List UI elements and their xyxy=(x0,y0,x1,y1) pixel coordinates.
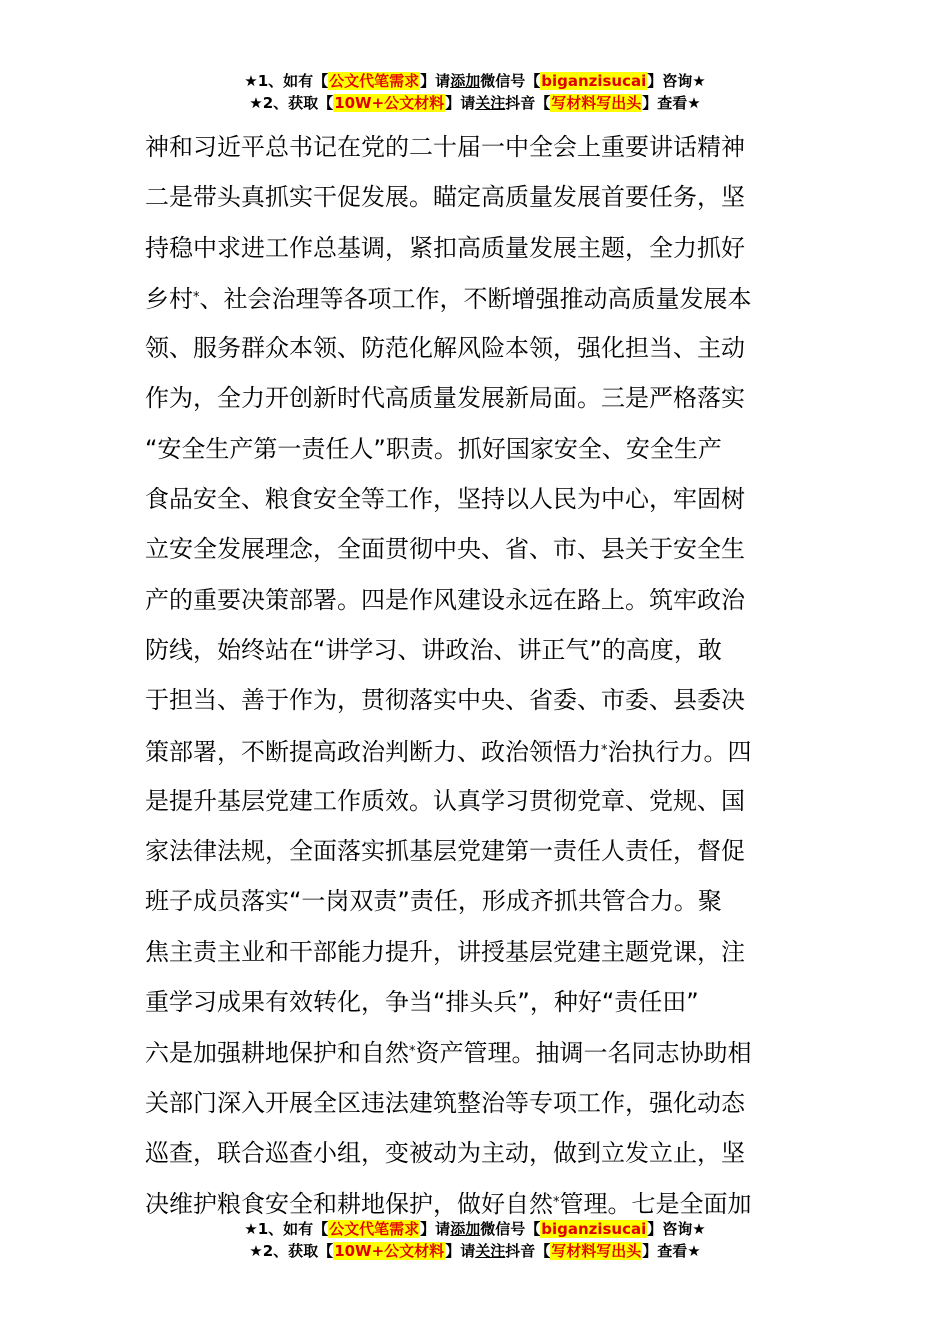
body-line: 产的重要决策部署。四是作风建设永远在路上。筑牢政治 xyxy=(145,585,745,614)
body-segment: 策部署，不断提高政治判断力、政治领悟力 xyxy=(145,737,601,766)
banner-text: 】咨询★ xyxy=(647,72,706,90)
banner-text: ★1、如有【 xyxy=(244,72,329,90)
body-segment: 、社会治理等各项工作，不断增强推动高质量发展本 xyxy=(199,284,752,313)
banner-underlined: 关注 xyxy=(475,94,506,112)
banner-line-1 xyxy=(0,70,950,92)
body-segment: 六是加强耕地保护和自然 xyxy=(145,1039,409,1068)
asterisk-mark: * xyxy=(193,289,200,305)
body-line: 作为，全力开创新时代高质量发展新局面。三是严格落实 xyxy=(145,384,745,413)
body-line: 于担当、善于作为，贯彻落实中央、省委、市委、县委决 xyxy=(145,686,745,715)
body-segment: 乡村 xyxy=(145,284,193,313)
asterisk-mark: * xyxy=(553,1195,560,1211)
banner-highlight: 10W+公文材料 xyxy=(334,94,445,112)
banner-text: ★2、获取【 xyxy=(249,94,334,112)
body-segment: 资产管理。抽调一名同志协助相 xyxy=(415,1039,752,1068)
body-line: 重学习成果有效转化，争当“排头兵”，种好“责任田” xyxy=(145,988,699,1017)
body-line: 食品安全、粮食安全等工作，坚持以人民为中心，牢固树 xyxy=(145,485,745,514)
body-segment: 治执行力。四 xyxy=(607,737,752,766)
body-line: 二是带头真抓实干促发展。瞄定高质量发展首要任务，坚 xyxy=(145,183,745,212)
banner-text: 】请 xyxy=(420,72,451,90)
body-line: 防线，始终站在“讲学习、讲政治、讲正气”的高度，敢 xyxy=(145,635,722,664)
banner-text: 微信号【 xyxy=(480,72,541,90)
banner-line-1 xyxy=(0,1218,950,1240)
header-banner xyxy=(0,70,950,114)
banner-text: ★1、如有【 xyxy=(244,1220,329,1238)
body-line: 焦主责主业和干部能力提升，讲授基层党建主题党课，注 xyxy=(145,937,745,966)
banner-line-2 xyxy=(0,1240,950,1262)
body-segment: 管理。七是全面加 xyxy=(559,1190,752,1219)
banner-highlight: 10W+公文材料 xyxy=(334,1242,445,1260)
body-line: 家法律法规，全面落实抓基层党建第一责任人责任，督促 xyxy=(145,837,745,866)
document-body xyxy=(145,122,817,1229)
banner-wechat-id: biganzisucai xyxy=(541,72,647,90)
banner-highlight: 公文代笔需求 xyxy=(329,72,420,90)
banner-text: 】请 xyxy=(445,94,476,112)
banner-underlined: 关注 xyxy=(475,1242,506,1260)
body-line xyxy=(145,273,817,323)
body-line: “安全生产第一责任人”职责。抓好国家安全、安全生产 xyxy=(145,434,722,463)
banner-text: 】请 xyxy=(420,1220,451,1238)
body-line: 神和习近平总书记在党的二十届一中全会上重要讲话精神 xyxy=(145,133,745,161)
banner-douyin-name: 写材料写出头 xyxy=(551,1242,642,1260)
banner-text: 】查看★ xyxy=(642,1242,701,1260)
banner-wechat-id: biganzisucai xyxy=(541,1220,647,1238)
banner-text: 】请 xyxy=(445,1242,476,1260)
footer-banner xyxy=(0,1218,950,1262)
banner-text: 抖音【 xyxy=(505,94,551,112)
banner-line-2 xyxy=(0,92,950,114)
banner-text: ★2、获取【 xyxy=(249,1242,334,1260)
banner-text: 】咨询★ xyxy=(647,1220,706,1238)
body-line xyxy=(145,726,817,776)
body-line: 持稳中求进工作总基调，紧扣高质量发展主题，全力抓好 xyxy=(145,233,745,262)
body-line: 领、服务群众本领、防范化解风险本领，强化担当、主动 xyxy=(145,334,745,363)
body-line: 是提升基层党建工作质效。认真学习贯彻党章、党规、国 xyxy=(145,786,745,815)
banner-text: 】查看★ xyxy=(642,94,701,112)
body-segment: 决维护粮食安全和耕地保护，做好自然 xyxy=(145,1190,553,1219)
body-line: 立安全发展理念，全面贯彻中央、省、市、县关于安全生 xyxy=(145,535,745,564)
banner-underlined: 添加 xyxy=(450,1220,481,1238)
body-line: 巡查，联合巡查小组，变被动为主动，做到立发立止，坚 xyxy=(145,1138,745,1167)
banner-text: 微信号【 xyxy=(480,1220,541,1238)
body-line: 关部门深入开展全区违法建筑整治等专项工作，强化动态 xyxy=(145,1088,745,1117)
body-line xyxy=(145,1027,817,1077)
banner-underlined: 添加 xyxy=(450,72,481,90)
asterisk-mark: * xyxy=(601,742,608,758)
body-line: 班子成员落实“一岗双责”责任，形成齐抓共管合力。聚 xyxy=(145,887,722,916)
banner-text: 抖音【 xyxy=(505,1242,551,1260)
banner-highlight: 公文代笔需求 xyxy=(329,1220,420,1238)
banner-douyin-name: 写材料写出头 xyxy=(551,94,642,112)
asterisk-mark: * xyxy=(409,1044,416,1060)
